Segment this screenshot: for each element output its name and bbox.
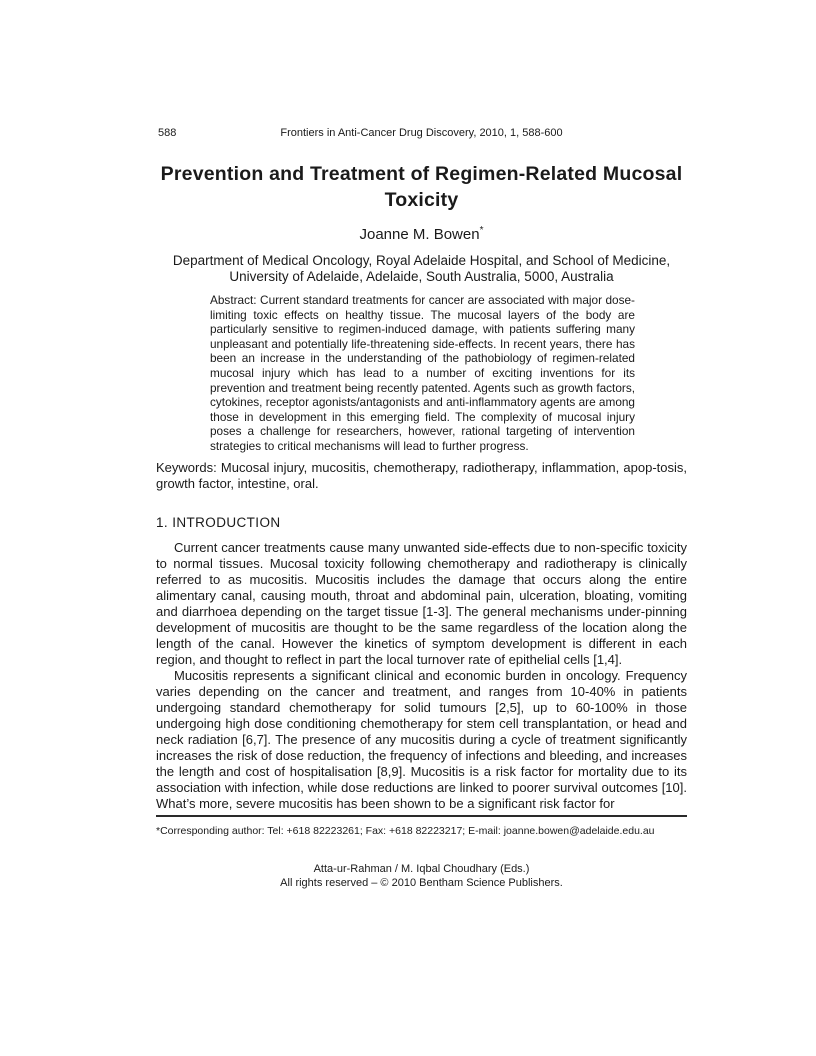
footer-copyright: All rights reserved – © 2010 Bentham Science Publishers. bbox=[280, 876, 563, 889]
abstract-text: Current standard treatments for cancer are associated with major dose-limiting toxic effects on healthy tissue. The mucosal layers of the body are particularly sensitive to regimen-induced damage, with patients suffering many unpleasant and potentially life-threatening side-effects. In recent years, there has been an increase in the understanding of the pathobiology of regimen-related mucosal injury which has lead to a number of exciting inventions for its prevention and treatment being recently patented. Agents such as growth factors, cytokines, receptor agonists/antagonists and anti-inflammatory agents are among those in development in this emerging field. The complexity of mucosal injury poses a challenge for researchers, however, rational targeting of intervention strategies to critical mechanisms will lead to further progress. bbox=[210, 293, 635, 453]
text-column bbox=[156, 0, 687, 890]
page-number: 588 bbox=[158, 127, 177, 139]
footnote-divider bbox=[156, 815, 687, 817]
author-line bbox=[156, 226, 687, 244]
footer-editors: Atta-ur-Rahman / M. Iqbal Choudhary (Eds.) bbox=[313, 862, 530, 875]
journal-citation: Frontiers in Anti-Cancer Drug Discovery, 2010, 1, 588-600 bbox=[280, 127, 563, 139]
keywords bbox=[156, 460, 687, 492]
corresponding-author-asterisk: * bbox=[479, 225, 484, 236]
paper-title: Prevention and Treatment of Regimen-Related Mucosal Toxicity bbox=[160, 163, 683, 211]
intro-paragraph-2: Mucositis represents a significant clinical and economic burden in oncology. Frequency varies depending on the cancer and treatment, and ranges from 10-40% in patients undergoing standard chemotherapy for solid tumours [2,5], up to 60-100% in those undergoing high dose conditioning chemotherapy for stem cell transplantation, or head and neck radiation [6,7]. The presence of any mucositis during a cycle of treatment significantly increases the risk of dose reduction, the frequency of infections and bleeding, and increases the length and cost of hospitalisation [8,9]. Mucositis is a risk factor for mortality due to its association with infection, while dose reductions are linked to poorer survival outcomes [10]. What’s more, severe mucositis has been shown to be a significant risk factor for bbox=[156, 667, 687, 811]
abstract-label: Abstract: bbox=[210, 293, 257, 307]
author-name: Joanne M. Bowen bbox=[359, 226, 480, 243]
keywords-label: Keywords: bbox=[156, 459, 217, 475]
abstract bbox=[156, 293, 687, 454]
section-heading-introduction: 1. INTRODUCTION bbox=[156, 514, 281, 530]
keywords-text: Mucosal injury, mucositis, chemotherapy, radiotherapy, inflammation, apop-tosis, growth factor, intestine, oral. bbox=[156, 459, 687, 491]
affiliation: Department of Medical Oncology, Royal Adelaide Hospital, and School of Medicine, University of Adelaide, Adelaide, South Australia, 5000, Australia bbox=[172, 253, 671, 284]
corresponding-author-footnote: *Corresponding author: Tel: +618 82223261; Fax: +618 82223217; E-mail: joanne.bowen@adelaide.edu.au bbox=[156, 824, 655, 837]
book-footer bbox=[156, 862, 687, 890]
running-head bbox=[156, 126, 687, 140]
intro-paragraph-1: Current cancer treatments cause many unwanted side-effects due to non-specific toxicity to normal tissues. Mucosal toxicity following chemotherapy and radiotherapy is clinically referred to as mucositis. Mucositis includes the damage that occurs along the entire alimentary canal, causing mouth, throat and abdominal pain, ulceration, bloating, vomiting and diarrhoea depending on the target tissue [1-3]. The general mechanisms under-pinning development of mucositis are thought to be the same regardless of the location along the length of the canal. However the kinetics of symptom development is different in each region, and thought to reflect in part the local turnover rate of epithelial cells [1,4]. bbox=[156, 539, 687, 667]
